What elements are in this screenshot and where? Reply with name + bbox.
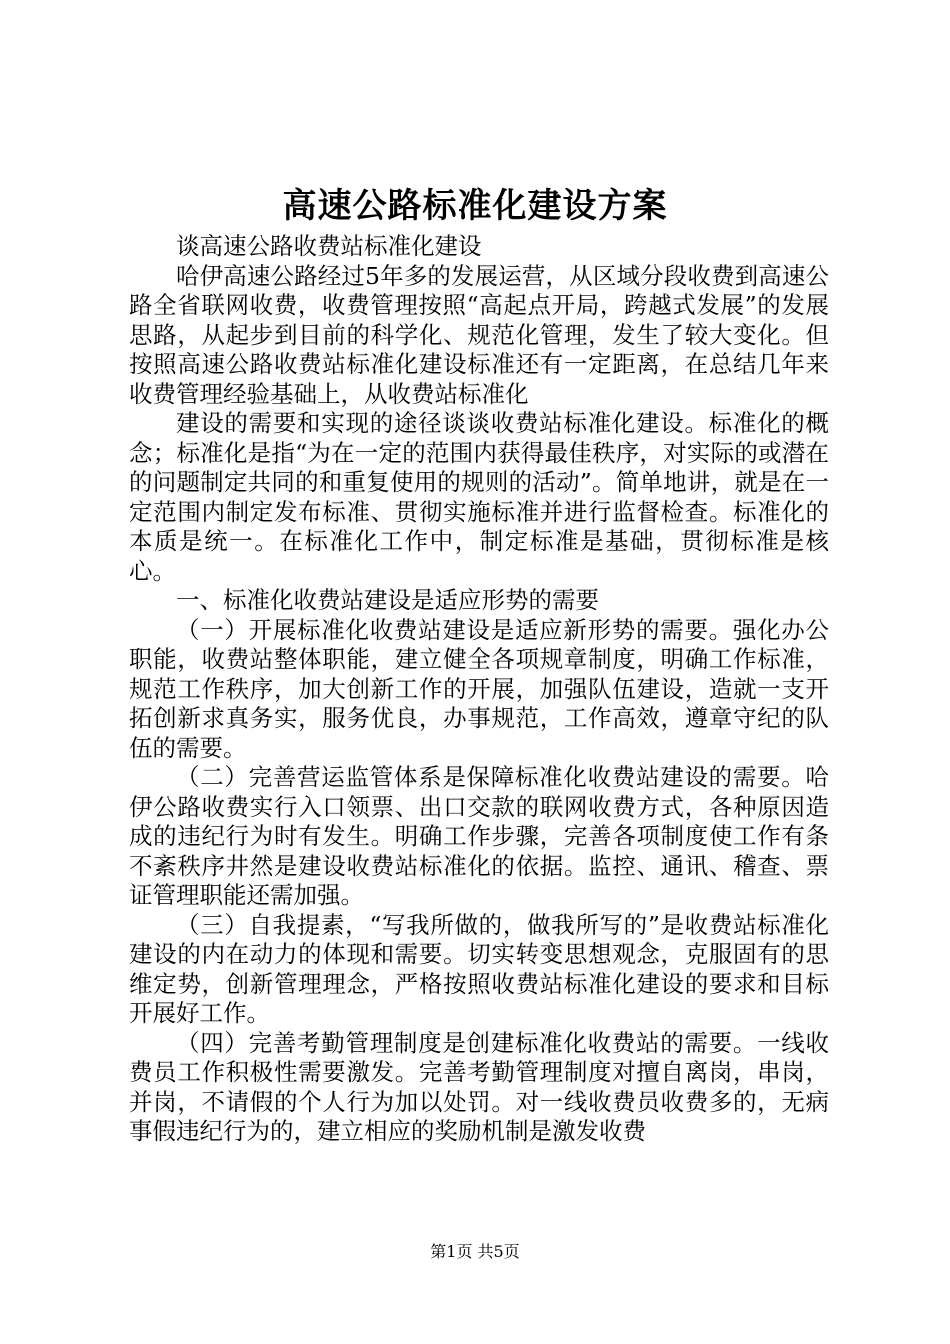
page-footer: 第1页 共5页	[430, 1242, 520, 1261]
document-body	[129, 232, 829, 1147]
paragraph-item-3: （三）自我提素，“写我所做的，做我所写的”是收费站标准化建设的内在动力的体现和需要。切实转变思想观念，克服固有的思维定势，创新管理理念，严格按照收费站标准化建设的要求和目标开展好工作。	[129, 910, 829, 1027]
paragraph-intro: 哈伊高速公路经过5年多的发展运营，从区域分段收费到高速公路全省联网收费，收费管理按照“高起点开局，跨越式发展”的发展思路，从起步到目前的科学化、规范化管理，发生了较大变化。但按照高速公路收费站标准化建设标准还有一定距离，在总结几年来收费管理经验基础上，从收费站标准化	[129, 261, 829, 408]
paragraph-concept: 建设的需要和实现的途径谈谈收费站标准化建设。标准化的概念；标准化是指“为在一定的范围内获得最佳秩序，对实际的或潜在的问题制定共同的和重复使用的规则的活动”。简单地讲，就是在一定范围内制定发布标准、贯彻实施标准并进行监督检查。标准化的本质是统一。在标准化工作中，制定标准是基础，贯彻标准是核心。	[129, 409, 829, 585]
document-title: 高速公路标准化建设方案	[282, 186, 668, 226]
paragraph-item-2: （二）完善营运监管体系是保障标准化收费站建设的需要。哈伊公路收费实行入口领票、出口交款的联网收费方式，各种原因造成的违纪行为时有发生。明确工作步骤，完善各项制度使工作有条不紊秩序井然是建设收费站标准化的依据。监控、通讯、稽查、票证管理职能还需加强。	[129, 763, 829, 909]
paragraph-item-1: （一）开展标准化收费站建设是适应新形势的需要。强化办公职能，收费站整体职能，建立健全各项规章制度，明确工作标准，规范工作秩序，加大创新工作的开展，加强队伍建设，造就一支开拓创新求真务实，服务优良，办事规范，工作高效，遵章守纪的队伍的需要。	[129, 615, 829, 762]
paragraph-subtitle: 谈高速公路收费站标准化建设	[176, 232, 482, 260]
section-heading-1: 一、标准化收费站建设是适应形势的需要	[176, 586, 599, 614]
paragraph-item-4: （四）完善考勤管理制度是创建标准化收费站的需要。一线收费员工作积极性需要激发。完善考勤管理制度对擅自离岗，串岗，并岗，不请假的个人行为加以处罚。对一线收费员收费多的，无病事假违纪行为的，建立相应的奖励机制是激发收费	[129, 1028, 829, 1145]
